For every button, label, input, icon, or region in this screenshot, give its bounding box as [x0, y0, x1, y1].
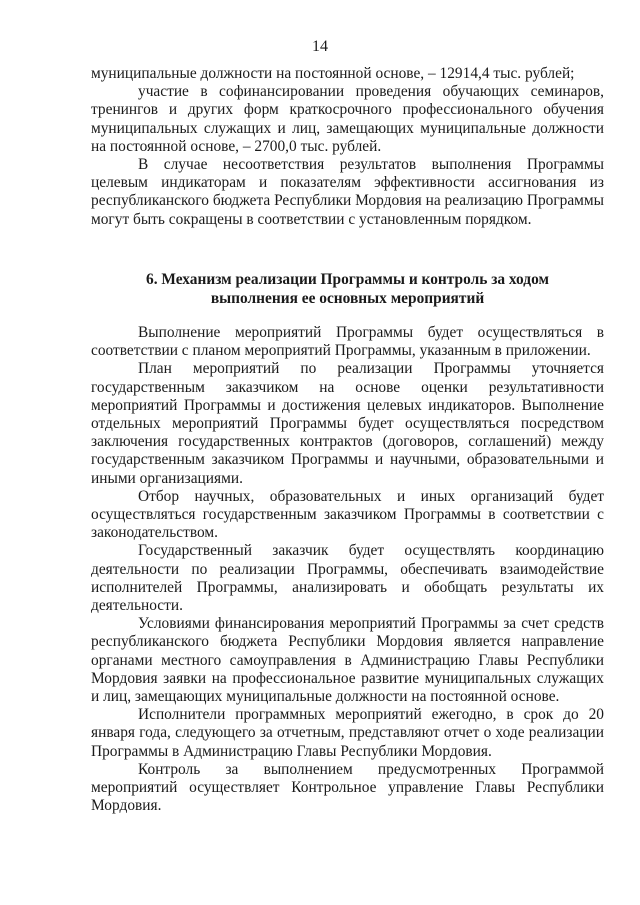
section-heading — [91, 271, 604, 308]
paragraph: муниципальные должности на постоянной основе, – 12914,4 тыс. рублей; — [91, 65, 575, 82]
text-block-financing — [91, 65, 604, 229]
paragraph: Исполнители программных мероприятий ежегодно, в срок до 20 января года, следующего за отчетным, представляют отчет о ходе реализации Программы в Администрацию Главы Республики Мордовия. — [91, 706, 604, 760]
text-block-mechanism — [91, 324, 604, 815]
paragraph: Отбор научных, образовательных и иных организаций будет осуществляться государственным заказчиком Программы в соответствии с законодательством. — [91, 487, 604, 542]
heading-line: выполнения ее основных мероприятий — [210, 289, 485, 307]
paragraph: Контроль за выполнением предусмотренных Программой мероприятий осуществляет Контрольное управление Главы Республики Мордовия. — [91, 760, 604, 815]
paragraph: План мероприятий по реализации Программы уточняется государственным заказчиком на основе оценки результативности мероприятий Программы и достижения целевых индикаторов. Выполнение отдельных мероприятий Программы будет осуществляться посредством заключения государственных контрактов (договоров, соглашений) между государственным заказчиком Программы и научными, образовательными и иными организациями. — [91, 360, 604, 487]
page-number: 14 — [312, 38, 328, 55]
paragraph: Условиями финансирования мероприятий Программы за счет средств республиканского бюджета Республики Мордовия является направление органами местного самоуправления в Администрацию Главы Республики Мордовия заявки на профессиональное развитие муниципальных служащих и лиц, замещающих муниципальные должности на постоянной основе. — [91, 615, 604, 706]
paragraph: В случае несоответствия результатов выполнения Программы целевым индикаторам и показателям эффективности ассигнования из республиканского бюджета Республики Мордовия на реализацию Программы могут быть сокращены в соответствии с установленным порядком. — [91, 156, 604, 228]
paragraph: участие в софинансировании проведения обучающих семинаров, тренингов и других форм краткосрочного профессионального обучения муниципальных служащих и лиц, замещающих муниципальные должности на постоянной основе, – 2700,0 тыс. рублей. — [91, 83, 604, 155]
heading-line: 6. Механизм реализации Программы и контроль за ходом — [146, 271, 549, 288]
paragraph: Выполнение мероприятий Программы будет осуществляться в соответствии с планом мероприятий Программы, указанным в приложении. — [91, 324, 604, 360]
paragraph: Государственный заказчик будет осуществлять координацию деятельности по реализации Программы, обеспечивать взаимодействие исполнителей Программы, анализировать и обобщать результаты их деятельности. — [91, 542, 604, 615]
